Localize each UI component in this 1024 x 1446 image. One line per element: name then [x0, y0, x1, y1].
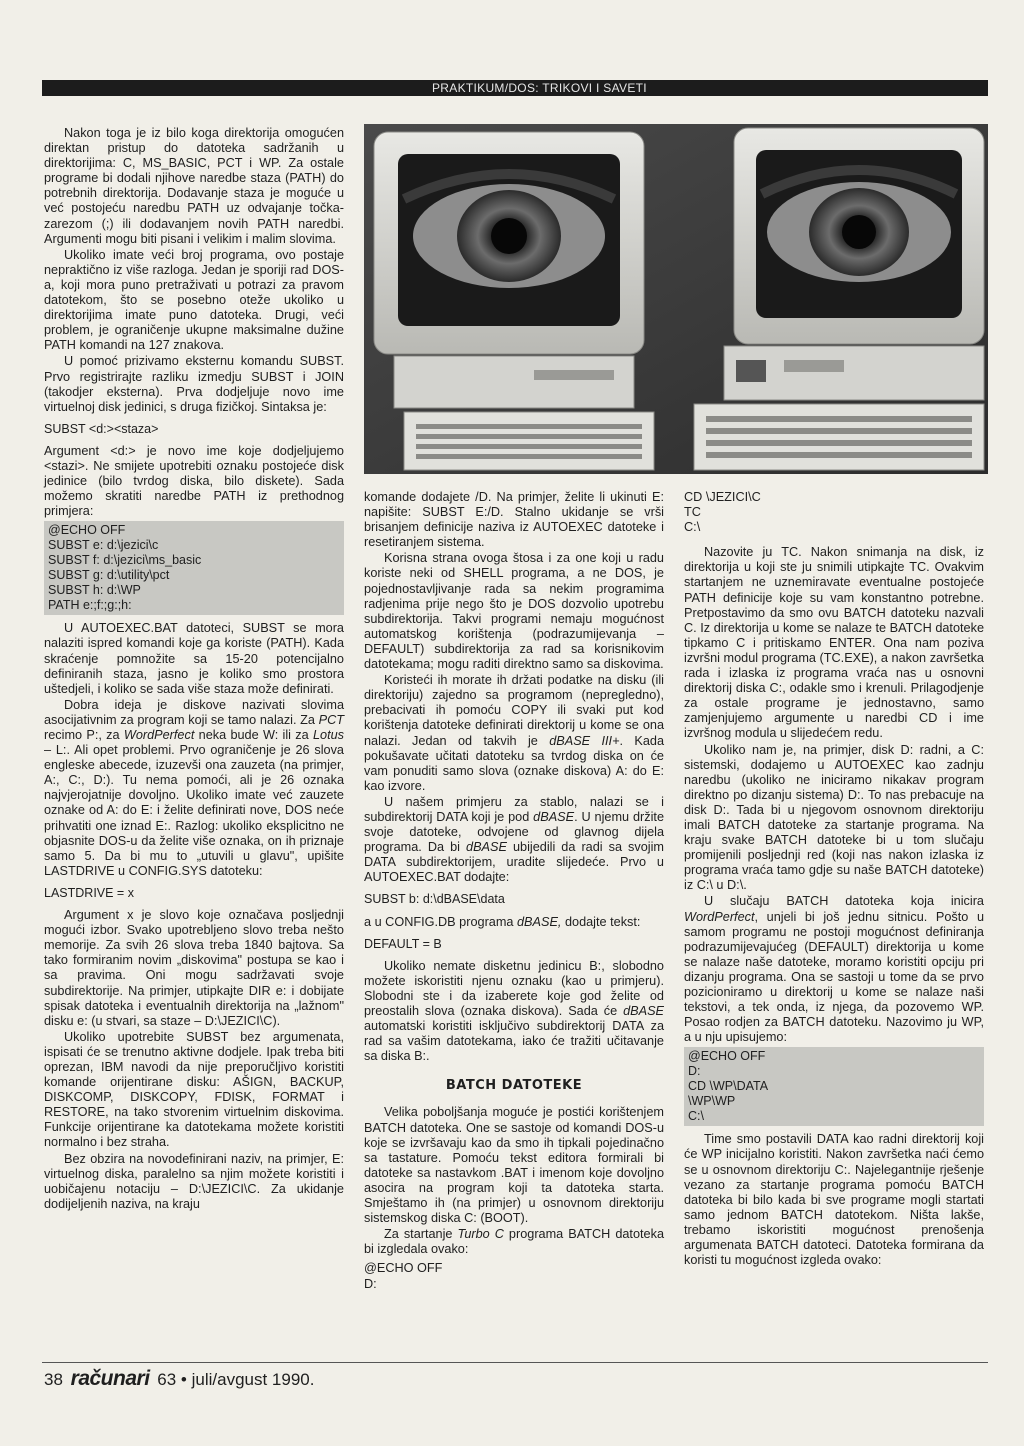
code-line: \WP\WP [688, 1094, 736, 1109]
section-subheading: BATCH DATOTEKE [445, 1078, 583, 1094]
code-line: SUBST e: d:\jezici\c [48, 538, 159, 553]
code-line: CD \JEZICI\C [684, 490, 761, 504]
code-line: PATH e:;f:;g:;h: [48, 598, 132, 613]
code-line: C:\ [688, 1109, 704, 1124]
text-column-2 [364, 490, 664, 1292]
paragraph: Korisna strana ovoga štosa i za one koji u radu koriste neki od SHELL programa, a ne DOS, je pojednostavljivanje rada sa nekim programima radjenima prije nego što je DOS dozvolio upotrebu subdirektorija. Takvi programi nemaju mogućnost automatskog korištenja (podrazumijevanja – DEFAULT) subdirektorija za rad sa korisnikovim datotekama; mogu raditi direktno samo sa diskovima. [364, 551, 664, 672]
subst-dbase-code: SUBST b: d:\dBASE\data [364, 892, 505, 907]
code-line: SUBST g: d:\utility\pct [48, 568, 170, 583]
tc-batch-code [364, 1261, 664, 1291]
magazine-logo: računari [70, 1367, 150, 1390]
paragraph: U slučaju BATCH datoteka koja inicira WordPerfect, unjeli bi još jednu sitnicu. Pošto u samom programu ne postoji mogućnost definiranja podrazumijevajućeg (DEFAULT) direktorija u kome se nalaze naše datoteke, moramo koristiti opciju pri dizanju programa. Ona se sastoji u tome da se prvo pozicioniramo u direktorij u kome se nalaze naši tekstovi, a tek onda, iz njega, da pozovemo WP. Posao rodjen za BATCH datoteku. Nazovimo ju WP, a u nju upisujemo: [684, 894, 984, 1045]
code-line: CD \WP\DATA [688, 1079, 769, 1094]
code-line: @ECHO OFF [688, 1049, 766, 1064]
paragraph: Ukoliko imate veći broj programa, ovo postaje nepraktično iz više razloga. Jedan je sporiji rad DOS-a, koji mora puno pretraživati u potrazi za pravom datotekom, što se posebno oteže ukoliko u direktorijima imate puno datoteka. Drugi, veći problem, je ograničenje ukupne maksimalne dužine PATH komandi na 127 znakova. [44, 247, 344, 353]
paragraph: Nazovite ju TC. Nakon snimanja na disk, iz direktorija u koji ste ju snimili utipkajte TC. Ovakvim startanjem ne uznemiravate eventualne postojeće PATH definicije koje su vam konstantno potrebne. Pretpostavimo da smo ovu BATCH datoteku nazvali C. Iz direktorija u kome se nalaze te BATCH datoteke tipkamo C i pritiskamo ENTER. Ona nam poziva izvršni modul programa (TC.EXE), a nakon završetka rada i izlaska iz programa vraća nas u osnovni direktorij diska C:, odakle smo i krenuli. Prilagodjenje za ostale programe je jednostavno, samo zamjenjujemo argumente u naredbi CD i ime izvršnog modula u slijedećem redu. [684, 545, 984, 741]
wp-batch-code-block [684, 1047, 984, 1126]
section-title: PRAKTIKUM/DOS: TRIKOVI I SAVETI [432, 81, 647, 95]
paragraph: Argument <d:> je novo ime koje dodjeljujemo <stazi>. Ne smijete upotrebiti oznaku postojeće disk jedinice (bilo tvrdog diska, bilo diskete). Sada možemo skratiti naredbe PATH iz prethodnog primjera: [44, 443, 344, 519]
paragraph: Koristeći ih morate ih držati podatke na disku (ili direktoriju) zajedno sa programom (nepregledno), prebacivati ih pomoću COPY ili svaki put kod korištenja datoteke definirati direktorij u kome se ona nalazi. Jedan od takvih je dBASE III+. Kada pokušavate učitati datoteku sa tvrdog diska on će vam ponuditi samo slova (oznake diskova) A: do E: kao izvore. [364, 673, 665, 793]
subst-syntax: SUBST <d:><staza> [44, 421, 159, 436]
paragraph: a u CONFIG.DB programa dBASE, dodajte tekst: [364, 914, 641, 929]
paragraph: Velika poboljšanja moguće je postići korištenjem BATCH datoteka. One se sastoje od komandi DOS-u koje se izvršavaju kao da smo ih tipkali pojedinačno sa tastature. Pomoću tekst editora formirali bi datoteke sa nastavkom .BAT i imenom koje dovoljno asocira na program koji ta datoteka starta. Smještamo ih (na primjer) u osnovnom direktoriju sistemskog diska C: (BOOT). [364, 1105, 664, 1226]
default-code: DEFAULT = B [364, 936, 442, 951]
code-line: D: [364, 1276, 377, 1291]
page-number: 38 [44, 1370, 63, 1389]
lastdrive-code: LASTDRIVE = x [44, 885, 134, 900]
code-line: SUBST h: d:\WP [48, 583, 141, 598]
code-line: SUBST f: d:\jezici\ms_basic [48, 553, 202, 568]
paragraph: komande dodajete /D. Na primjer, želite li ukinuti E: napišite: SUBST E:/D. Stalno ukidanje se vrši brisanjem definicije naziva iz AUTOEXEC datoteke i resetiranjem sistema. [364, 490, 664, 550]
paragraph: U AUTOEXEC.BAT datoteci, SUBST se mora nalaziti ispred komandi koje ga koriste (PATH). Kada skraćenje pomnožite sa 15-20 potencijalno definiranih staza, jasno je koliko smo prostora uštedjeli, i koliko se sada više staza može definirati. [44, 621, 344, 696]
footer-bullet: • [180, 1370, 187, 1389]
paragraph: Bez obzira na novodefinirani naziv, na primjer, E: virtuelnog diska, paralelno sa njim možete koristiti i uobičajenu notaciju – D:\JEZICI\C. Za ukidanje dodijeljenih naziva, na kraju [44, 1151, 344, 1211]
tc-batch-code-continued [684, 490, 984, 535]
issue-number: 63 [157, 1370, 177, 1389]
footer-rule [42, 1362, 988, 1363]
paragraph: Za startanje Turbo C programa BATCH datoteka bi izgledala ovako: [364, 1227, 664, 1257]
paragraph: U pomoć prizivamo eksternu komandu SUBST. Prvo registrirajte razliku izmedju SUBST i JOIN (takodjer eksterna). Prva dodjeljuje novo ime virtuelnoj disk jedinici, s druga fizičkoj. Sintaksa je: [44, 354, 344, 414]
page-footer [44, 1367, 314, 1391]
section-header-bar [42, 80, 988, 96]
autoexec-code-block [44, 521, 344, 615]
text-column-3 [684, 490, 984, 1269]
issue-date: juli/avgust 1990. [191, 1370, 315, 1389]
text-column-1 [44, 126, 344, 1213]
paragraph: Dobra ideja je diskove nazivati slovima asocijativnim za program koji se tamo nalazi. Za PCT recimo P:, za WordPerfect neka bude W: ili za Lotus – L:. Ali opet problemi. Prvo ograničenje je 26 slova engleske abecede, izuzevši ona zauzeta (na primjer, A:, C:, D:). Tu nema pomoći, ali je 26 oznaka najvjerojatnije dovoljno. Ukoliko imate već zauzete oznake od A: do E: i želite definirati nove, DOS neće prihvatiti one iznad E:. Razlog: ukoliko eksplicitno ne objasnite DOS-u da želite više oznaka, on ih priznaje samo 5. Da bi mu to „utuvili u glavu", upišite LASTDRIVE u CONFIG.SYS datoteku: [44, 697, 344, 878]
paragraph: U našem primjeru za stablo, nalazi se i subdirektorij DATA koji je pod dBASE. U njemu držite svoje datoteke, odvojene od glavnog dijela programa. Da bi dBASE ubijedili da radi sa svojim DATA subdirektorijem, uradite slijedeće. Prvo u AUTOEXEC.BAT dodajte: [364, 794, 665, 885]
paragraph: Nakon toga je iz bilo koga direktorija omogućen direktan pristup do datoteka sadržanih u direktorijima: C, MS_BASIC, PCT i WP. Za ostale programe bi dodali njihove naredbe staza (PATH) do potrebnih direktorija. Dodavanje staza je moguće u već postojeću naredbu PATH uz odvajanje točka-zarezom (;) ili dodavanjem novih PATH naredbi. Argumenti mogu biti pisani i velikim i malim slovima. [44, 126, 344, 246]
two-computer-monitors-with-eyes-photo [364, 124, 988, 474]
code-line: C:\ [684, 520, 701, 535]
left-monitor [374, 132, 654, 470]
monitors-photo [364, 124, 988, 474]
right-monitor [694, 128, 984, 470]
paragraph: Time smo postavili DATA kao radni direktorij koji će WP inicijalno koristiti. Nakon završetka naći ćemo se u osnovnom direktoriju C:. Najelegantnije rješenje vezano za startanje programa pomoću BATCH datoteka bi bilo kada bi sve programe mogli startati samo jednom BATCH datotekom. Ništa lakše, trebamo iskoristiti mogućnost prenošenja argumenata BATCH datoteci. Datoteka formirana da koristi tu mogućnost izgleda ovako: [684, 1132, 984, 1268]
paragraph: Ukoliko upotrebite SUBST bez argumenata, ispisati će se trenutno aktivne dodjele. Ipak treba biti oprezan, IBM navodi da nije preporučljivo koristiti komande orijentirane disku: AŠIGN, BACKUP, DISKCOMP, DISKCOPY, FDISK, FORMAT i RESTORE, na tako stvorenim virtuelnim diskovima. Funkcije orijentirane ka datotekama možete koristiti normalno i bez straha. [44, 1029, 344, 1150]
code-line: D: [688, 1064, 701, 1079]
paragraph: Argument x je slovo koje označava posljednji mogući izbor. Svako upotrebljeno slovo treba nešto memorije. Za svih 26 slova treba 1840 bajtova. Sa tako formiranim novim „diskovima" postupa se kao i sa pravima. Oni mogu sadržavati svoje subdirektorije. Na primjer, utipkajte DIR e: i dobijate spisak datoteka i eventualnih direktorija na „lažnom" disku e: (u stvari, sa staze – D:\JEZICI\C). [44, 908, 344, 1028]
code-line: @ECHO OFF [48, 523, 126, 538]
code-line: @ECHO OFF [364, 1261, 443, 1276]
code-line: TC [684, 505, 701, 520]
paragraph: Ukoliko nemate disketnu jedinicu B:, slobodno možete iskoristiti njenu oznaku (kao u primjeru). Slobodni ste i da izaberete koje god želite od preostalih slova (oznaka diskova). Sada će dBASE automatski koristiti isključivo subdirektorij DATA za rad sa vašim datotekama, iako će tražiti učitavanje sa diska B:. [364, 958, 664, 1064]
paragraph: Ukoliko nam je, na primjer, disk D: radni, a C: sistemski, dodajemo u AUTOEXEC kao zadnju naredbu (ukoliko ne iniciramo nikakav program direktno po dizanju sistema) D:. To nas prebacuje na disk D:. Tada bi u njegovom osnovnom direktoriju imali BATCH datoteke za startanje programa. Na kraju svake BATCH datoteke bi u tom slučaju promijenili posljednji red (koji nas nakon izlaska iz programa vraća tamo gdje su naše BATCH datoteke) iz C:\ u D:\. [684, 742, 984, 893]
